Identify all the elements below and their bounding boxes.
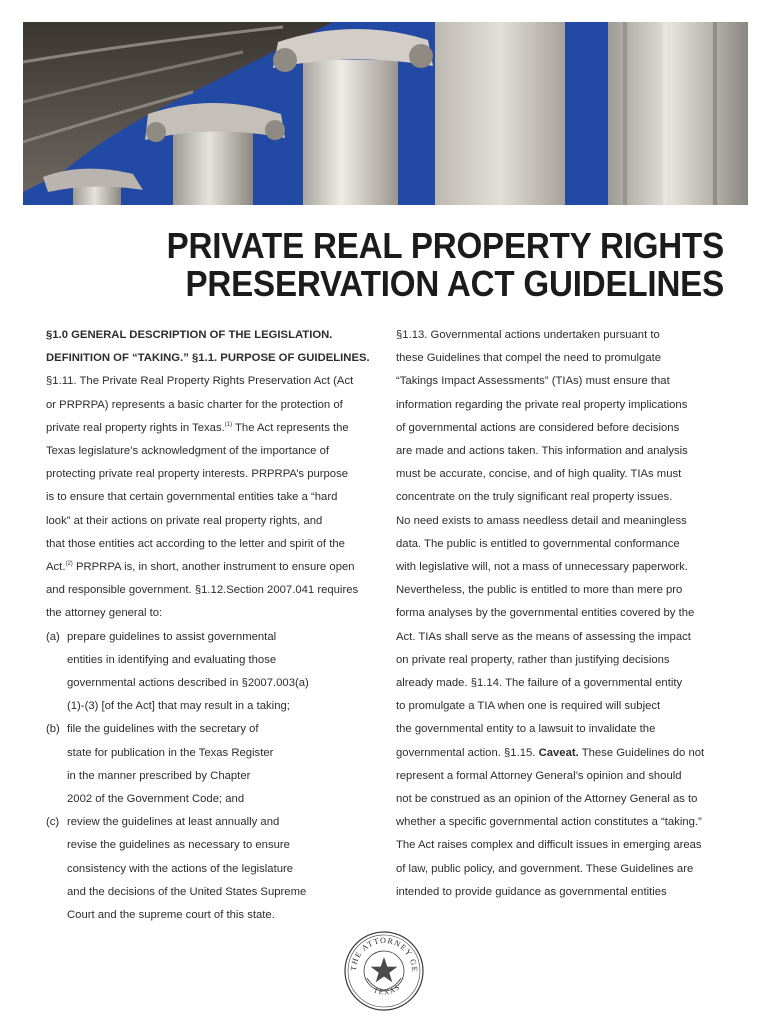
- section-heading-2: DEFINITION OF “TAKING.” §1.1. PURPOSE OF GUIDELINES.: [46, 352, 370, 365]
- footnote-ref-2: (2): [65, 561, 73, 568]
- list-line: entities in identifying and evaluating those: [67, 653, 277, 666]
- body-line: protecting private real property interests. PRPRPA’s purpose: [46, 468, 349, 481]
- body-line: already made. §1.14. The failure of a governmental entity: [396, 677, 683, 690]
- list-marker: (b): [46, 723, 60, 736]
- body-line: the attorney general to:: [46, 607, 163, 620]
- body-line: Act. TIAs shall serve as the means of assessing the impact: [396, 630, 691, 643]
- body-line: concentrate on the truly significant real property issues.: [396, 491, 673, 504]
- body-line: not be construed as an opinion of the Attorney General as to: [396, 793, 698, 806]
- body-line: forma analyses by the governmental entities covered by the: [396, 607, 695, 620]
- list-line: and the decisions of the United States Supreme: [67, 885, 307, 898]
- body-line: §1.13. Governmental actions undertaken pursuant to: [396, 329, 660, 341]
- body-line: information regarding the private real property implications: [396, 398, 688, 411]
- list-item-a: [46, 626, 376, 719]
- list-line: consistency with the actions of the legislature: [67, 862, 294, 875]
- body-line: The Act raises complex and difficult issues in emerging areas: [396, 839, 702, 852]
- body-line: intended to provide guidance as governmental entities: [396, 885, 667, 898]
- body-line: that those entities act according to the letter and spirit of the: [46, 537, 345, 550]
- section-heading-1: §1.0 GENERAL DESCRIPTION OF THE LEGISLATION.: [46, 329, 333, 341]
- body-line: whether a specific governmental action constitutes a “taking.”: [396, 816, 702, 829]
- body-line: §1.11. The Private Real Property Rights Preservation Act (Act: [46, 375, 354, 388]
- body-line: the governmental entity to a lawsuit to invalidate the: [396, 723, 656, 736]
- body-line: No need exists to amass needless detail and meaningless: [396, 514, 687, 527]
- body-line: [46, 556, 376, 579]
- list-item-b: [46, 718, 376, 811]
- right-column: [396, 324, 731, 904]
- body-text: governmental action. §1.15.: [396, 746, 539, 759]
- list-line: state for publication in the Texas Register: [67, 746, 274, 759]
- body-line: [46, 417, 376, 440]
- title-line-1: PRIVATE REAL PROPERTY RIGHTS: [166, 225, 725, 266]
- footnote-ref-1: (1): [224, 421, 233, 428]
- title-line-2: PRESERVATION ACT GUIDELINES: [185, 263, 725, 304]
- left-column: [46, 324, 376, 927]
- star-icon: [371, 957, 398, 982]
- body-line: “Takings Impact Assessments” (TIAs) must ensure that: [396, 375, 670, 388]
- body-line: or PRPRPA) represents a basic charter for the protection of: [46, 398, 343, 411]
- body-line: Nevertheless, the public is entitled to more than mere pro: [396, 584, 683, 597]
- attorney-general-seal: [343, 930, 425, 1012]
- body-line: of governmental actions are considered before decisions: [396, 421, 680, 434]
- body-line: Texas legislature’s acknowledgment of the importance of: [46, 445, 329, 458]
- body-text: Act.: [46, 561, 66, 574]
- body-line: represent a formal Attorney General’s opinion and should: [396, 769, 682, 782]
- body-text: The Act represents the: [232, 421, 349, 434]
- body-line: and responsible government. §1.12.Section 2007.041 requires: [46, 584, 359, 597]
- hero-columns-photo: [23, 22, 748, 205]
- body-line: must be accurate, concise, and of high quality. TIAs must: [396, 468, 682, 481]
- list-item-c: [46, 811, 376, 927]
- body-line: [396, 742, 731, 765]
- list-line: file the guidelines with the secretary of: [67, 723, 259, 736]
- list-line: Court and the supreme court of this state.: [67, 909, 275, 922]
- document-title: [95, 227, 724, 303]
- body-line: of law, public policy, and government. These Guidelines are: [396, 862, 694, 875]
- body-line: on private real property, rather than justifying decisions: [396, 653, 670, 666]
- list-line: (1)-(3) [of the Act] that may result in a taking;: [67, 700, 290, 713]
- list-line: in the manner prescribed by Chapter: [67, 769, 251, 782]
- list-marker: (a): [46, 630, 60, 643]
- body-text: private real property rights in Texas.: [46, 421, 225, 434]
- seal-bottom-text: TEXAS: [372, 982, 403, 997]
- seal-top-text: THE ATTORNEY GE: [348, 935, 420, 973]
- list-line: governmental actions described in §2007.003(a): [67, 677, 309, 690]
- list-line: prepare guidelines to assist governmental: [67, 630, 277, 643]
- body-line: these Guidelines that compel the need to promulgate: [396, 352, 662, 365]
- list-line: 2002 of the Government Code; and: [67, 793, 245, 806]
- body-line: look” at their actions on private real property rights, and: [46, 514, 323, 527]
- caveat-label: Caveat.: [538, 746, 579, 759]
- list-line: review the guidelines at least annually and: [67, 816, 280, 829]
- body-line: data. The public is entitled to governmental conformance: [396, 537, 680, 550]
- body-line: are made and actions taken. This information and analysis: [396, 445, 688, 458]
- body-line: to promulgate a TIA when one is required will subject: [396, 700, 661, 713]
- body-text: These Guidelines do not: [578, 746, 705, 759]
- body-text: PRPRPA is, in short, another instrument to ensure open: [72, 561, 355, 574]
- list-line: revise the guidelines as necessary to ensure: [67, 839, 290, 852]
- body-line: is to ensure that certain governmental entities take a “hard: [46, 491, 338, 504]
- list-marker: (c): [46, 816, 60, 829]
- body-line: with legislative will, not a mass of unnecessary paperwork.: [396, 561, 688, 574]
